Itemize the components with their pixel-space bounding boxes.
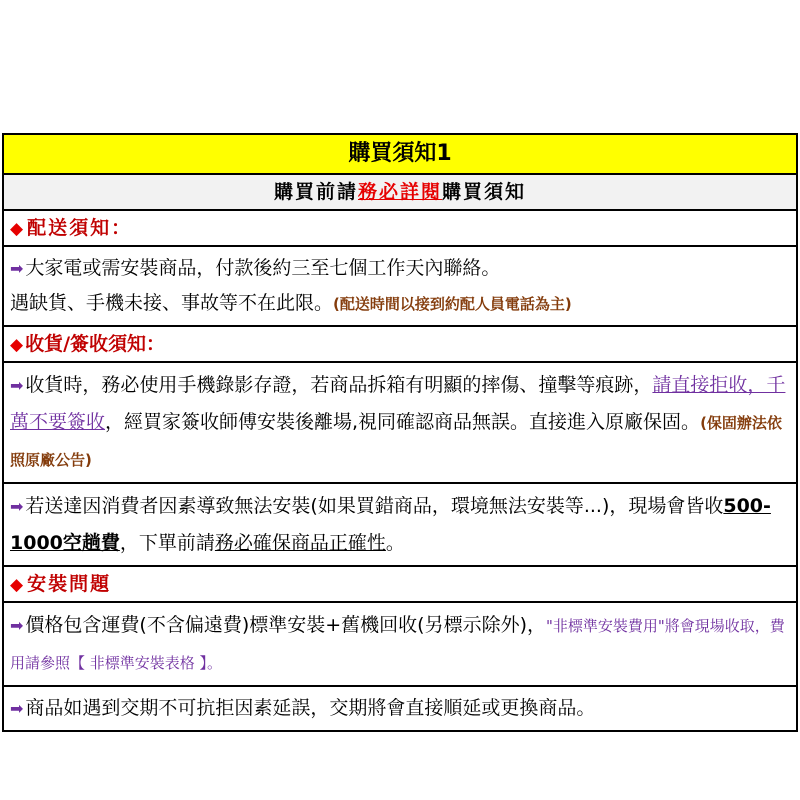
delivery-line-2 — [10, 286, 790, 321]
purchase-notice — [2, 133, 798, 732]
delivery-line-1-text: 大家電或需安裝商品，付款後約三至七個工作天內聯絡。 — [25, 257, 501, 279]
delivery-note: (配送時間以接到約配人員電話為主) — [333, 295, 572, 313]
delivery-line-1 — [10, 251, 790, 286]
arrow-right-icon: ➡ — [10, 616, 24, 635]
diamond-icon: ◆ — [10, 335, 24, 355]
delivery-line-2-text: 遇缺貨、手機未接、事故等不在此限。 — [10, 292, 334, 314]
subtitle-emphasis: 務必詳閱 — [357, 181, 442, 203]
subtitle-after: 購買須知 — [442, 181, 527, 203]
install-heading — [4, 567, 796, 603]
receiving-p1-b: ，經買家簽收師傅安裝後離場,視同確認商品無誤。直接進入原廠保固。 — [105, 411, 701, 433]
receiving-p2-c: 。 — [385, 532, 405, 554]
receiving-heading — [4, 327, 796, 363]
arrow-right-icon: ➡ — [10, 259, 24, 278]
diamond-icon: ◆ — [10, 575, 26, 595]
arrow-right-icon: ➡ — [10, 699, 24, 718]
delay-body — [4, 687, 796, 730]
install-body — [4, 603, 796, 687]
notice-subtitle — [4, 175, 796, 211]
subtitle-before: 購買前請 — [273, 181, 358, 203]
delivery-body — [4, 247, 796, 327]
delivery-heading — [4, 211, 796, 247]
receiving-p1-a: 收貨時，務必使用手機錄影存證，若商品拆箱有明顯的摔傷、撞擊等痕跡， — [25, 374, 653, 396]
non-standard-fee-note: "非標準安裝費用"將會現場收取，費用請參照【 非標準安裝表格 】。 — [10, 617, 785, 672]
delivery-heading-text: 配送須知： — [27, 217, 133, 239]
receiving-body-2 — [4, 484, 796, 567]
diamond-icon: ◆ — [10, 219, 26, 239]
receiving-body-1 — [4, 363, 796, 484]
receiving-p2-b: ，下單前請 — [119, 532, 215, 554]
arrow-right-icon: ➡ — [10, 376, 24, 395]
receiving-p2-a: 若送達因消費者因素導致無法安裝(如果買錯商品，環境無法安裝等...)，現場會皆收 — [25, 495, 724, 517]
install-heading-text: 安裝問題 — [27, 573, 112, 595]
delay-text: 商品如遇到交期不可抗拒因素延誤，交期將會直接順延或更換商品。 — [25, 697, 596, 719]
warranty-note: (保固辦法依照原廠公告) — [10, 414, 782, 469]
confirm-product: 務必確保商品正確性 — [214, 532, 386, 554]
empty-trip-fee: 500-1000空趟費 — [10, 495, 771, 554]
install-p1-a: 價格包含運費(不含偏遠費)標準安裝+舊機回收(另標示除外)， — [25, 614, 546, 636]
notice-title — [4, 135, 796, 175]
receiving-heading-text: 收貨/簽收須知： — [25, 333, 166, 355]
arrow-right-icon: ➡ — [10, 497, 24, 516]
notice-title-text: 購買須知1 — [348, 141, 452, 166]
reject-instruction: 請直接拒收，千萬不要簽收 — [10, 374, 786, 433]
